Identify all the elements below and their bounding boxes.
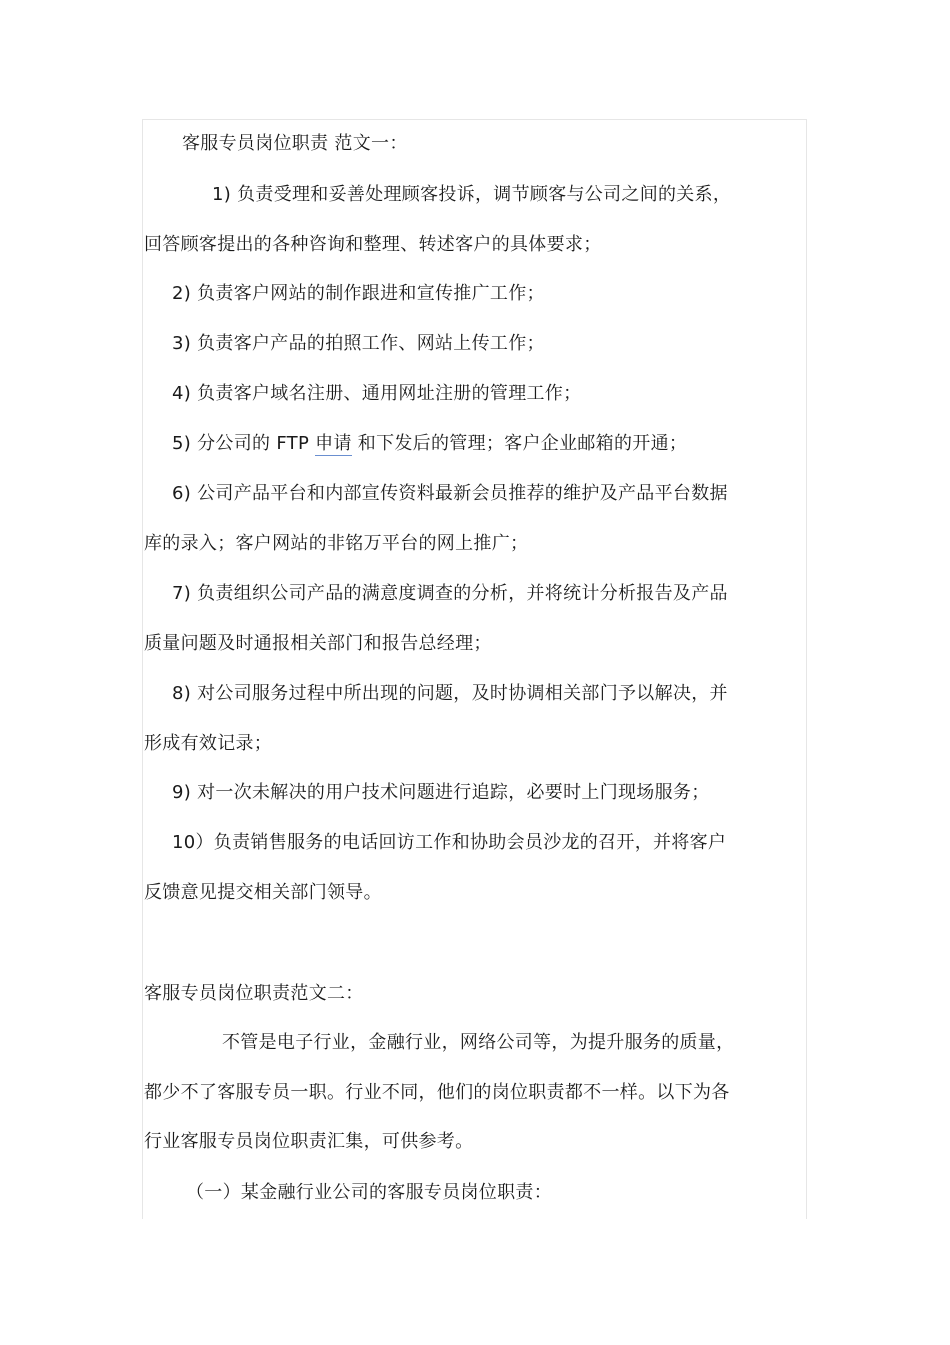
underlined-word: 申请 (315, 433, 352, 454)
paragraph-line: 都少不了客服专员一职。行业不同，他们的岗位职责都不一样。以下为各 (144, 1082, 730, 1103)
list-item-text: 和下发后的管理；客户企业邮箱的开通； (351, 433, 688, 454)
list-item: 3) 负责客户产品的拍照工作、网站上传工作； (172, 333, 545, 354)
paragraph-line: 行业客服专员岗位职责汇集，可供参考。 (144, 1131, 474, 1152)
paragraph-line: 库的录入；客户网站的非铭万平台的网上推广； (144, 533, 529, 554)
section-heading-2: 客服专员岗位职责范文二： (144, 983, 364, 1004)
list-item: 6) 公司产品平台和内部宣传资料最新会员推荐的维护及产品平台数据 (172, 483, 728, 504)
paragraph-line: 反馈意见提交相关部门领导。 (144, 882, 382, 903)
paragraph-line: 1) 负责受理和妥善处理顾客投诉，调节顾客与公司之间的关系， (212, 184, 732, 205)
section-heading-1: 客服专员岗位职责 范文一： (182, 133, 408, 154)
list-item-text: 5) 分公司的 FTP (172, 433, 316, 454)
list-item: 8) 对公司服务过程中所出现的问题，及时协调相关部门予以解决，并 (172, 683, 728, 704)
list-item (172, 432, 687, 456)
list-item: 2) 负责客户网站的制作跟进和宣传推广工作； (172, 283, 545, 304)
paragraph-line: 不管是电子行业，金融行业，网络公司等，为提升服务的质量， (222, 1032, 735, 1053)
list-item: 10）负责销售服务的电话回访工作和协助会员沙龙的召开，并将客户 (172, 832, 727, 853)
paragraph-line: 回答顾客提出的各种咨询和整理、转述客户的具体要求； (144, 234, 602, 255)
list-item: 9) 对一次未解决的用户技术问题进行追踪，必要时上门现场服务； (172, 782, 710, 803)
paragraph-line: 形成有效记录； (144, 733, 273, 754)
sub-heading: （一）某金融行业公司的客服专员岗位职责： (186, 1182, 552, 1203)
paragraph-line: 质量问题及时通报相关部门和报告总经理； (144, 633, 492, 654)
list-item: 7) 负责组织公司产品的满意度调查的分析，并将统计分析报告及产品 (172, 583, 728, 604)
list-item: 4) 负责客户域名注册、通用网址注册的管理工作； (172, 383, 582, 404)
